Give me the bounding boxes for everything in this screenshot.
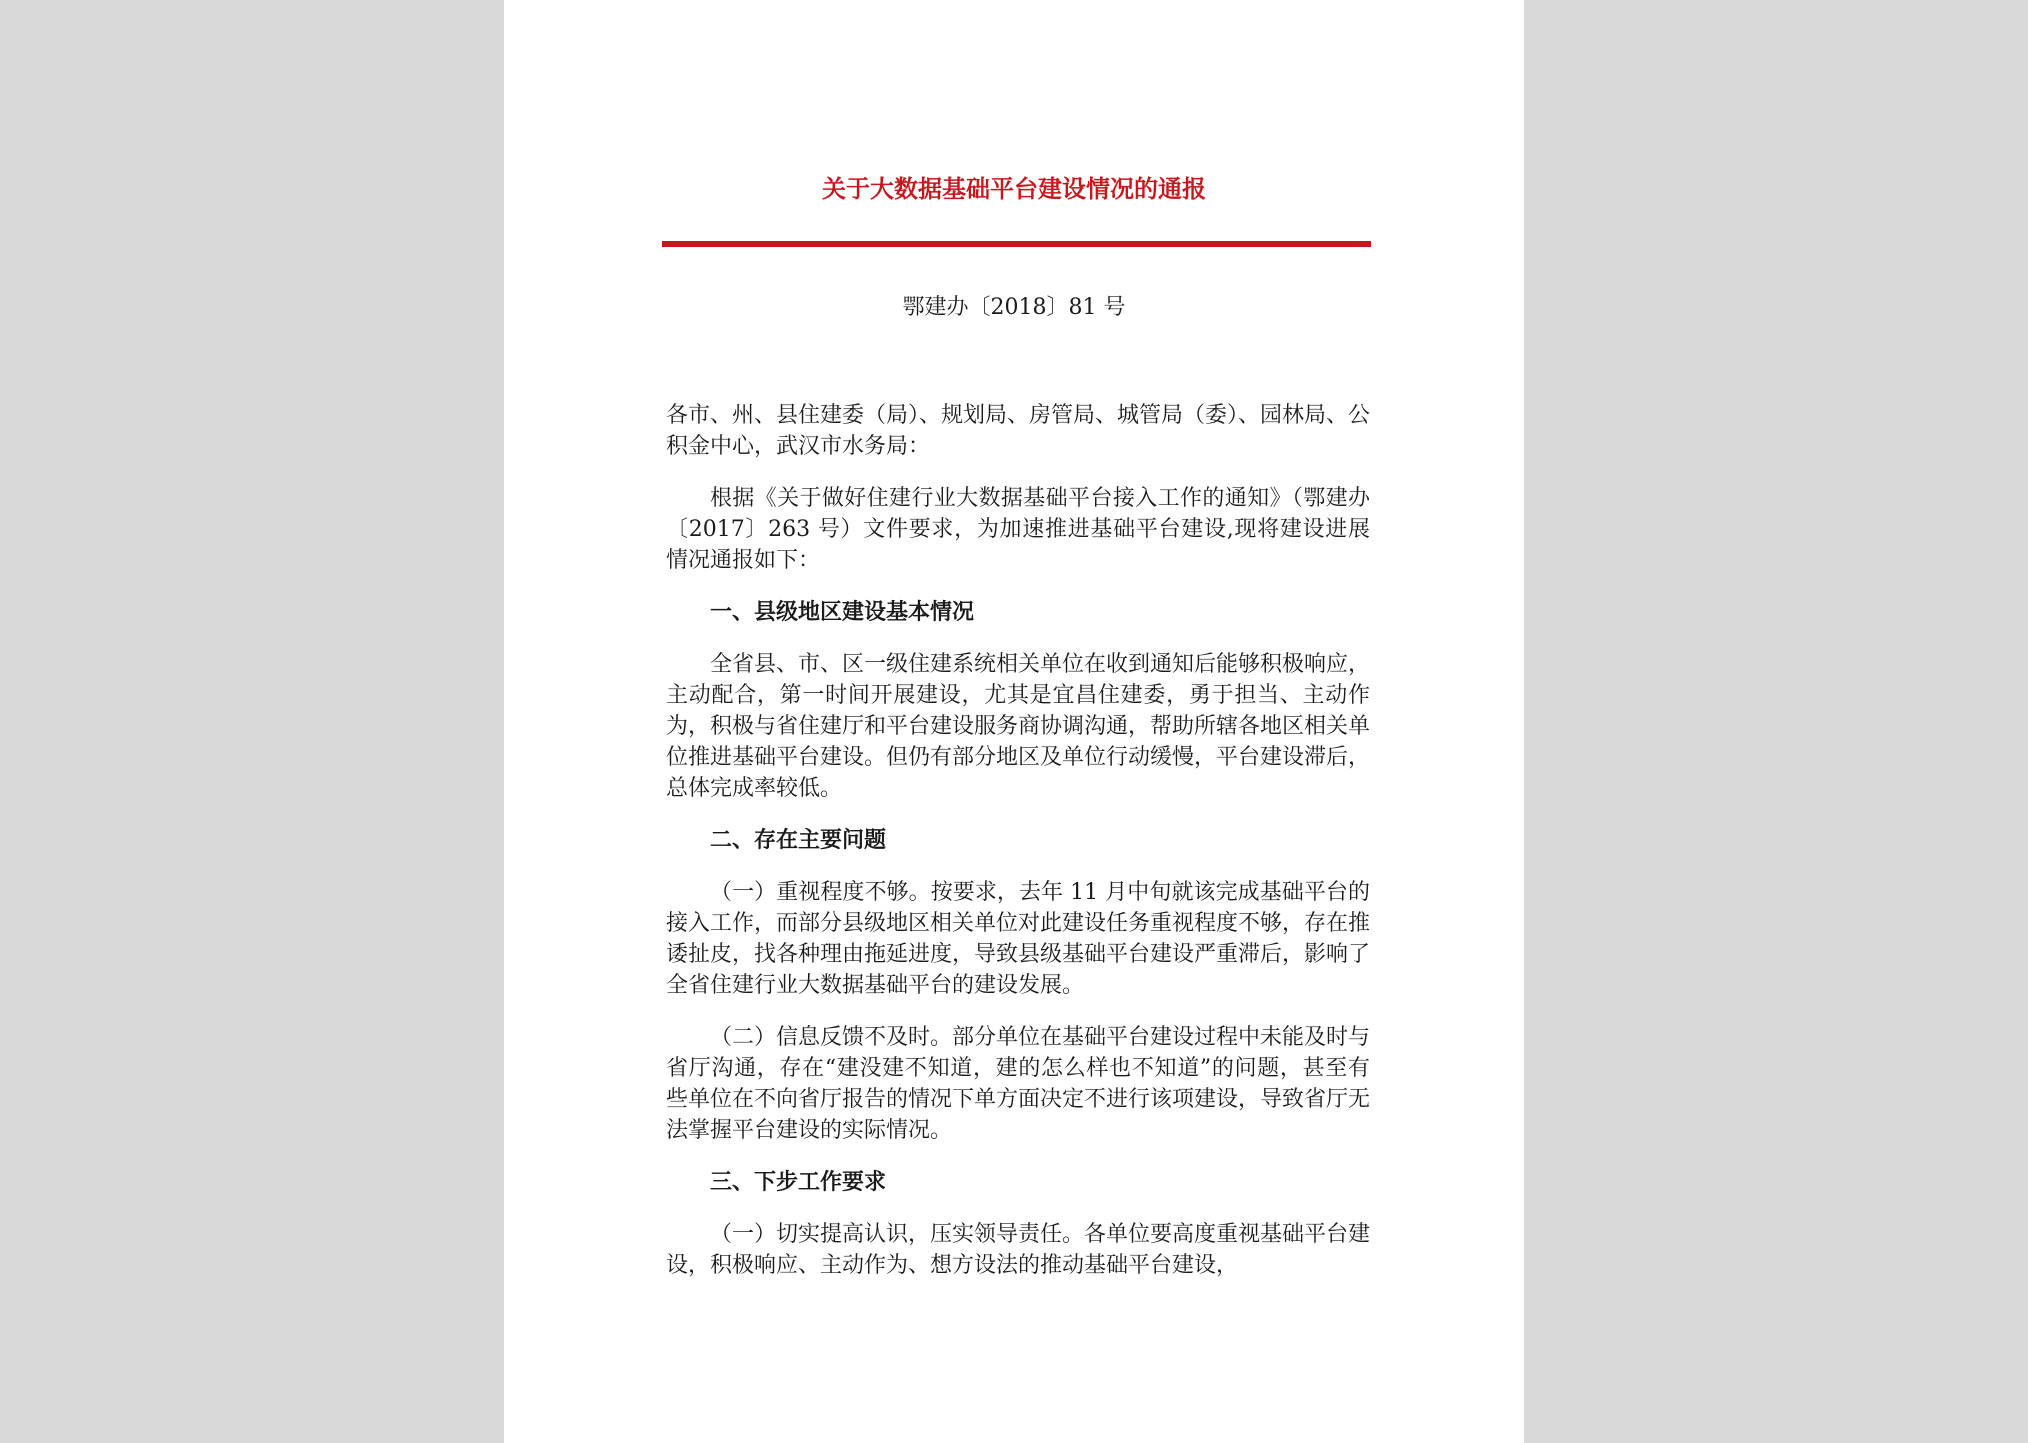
document-page — [504, 0, 1524, 1443]
section-2-paragraph-1: （一）重视程度不够。按要求，去年 11 月中旬就该完成基础平台的接入工作，而部分县级地区相关单位对此建设任务重视程度不够，存在推诿扯皮，找各种理由拖延进度，导致县级基础平台建设严重滞后，影响了全省住建行业大数据基础平台的建设发展。 — [666, 880, 1371, 998]
section-1-paragraph: 全省县、市、区一级住建系统相关单位在收到通知后能够积极响应，主动配合，第一时间开展建设，尤其是宜昌住建委，勇于担当、主动作为，积极与省住建厅和平台建设服务商协调沟通，帮助所辖各地区相关单位推进基础平台建设。但仍有部分地区及单位行动缓慢，平台建设滞后，总体完成率较低。 — [666, 652, 1371, 801]
intro-paragraph: 根据《关于做好住建行业大数据基础平台接入工作的通知》（鄂建办〔2017〕263 号）文件要求，为加速推进基础平台建设,现将建设进展情况通报如下： — [666, 486, 1370, 573]
section-heading-3: 三、下步工作要求 — [710, 1170, 887, 1195]
salutation: 各市、州、县住建委（局）、规划局、房管局、城管局（委）、园林局、公积金中心，武汉市水务局： — [666, 403, 1371, 459]
document-number: 鄂建办〔2018〕81 号 — [902, 295, 1126, 320]
section-heading-1: 一、县级地区建设基本情况 — [710, 600, 975, 625]
section-2-paragraph-2: （二）信息反馈不及时。部分单位在基础平台建设过程中未能及时与省厅沟通，存在“建没建不知道，建的怎么样也不知道”的问题，甚至有些单位在不向省厅报告的情况下单方面决定不进行该项建设，导致省厅无法掌握平台建设的实际情况。 — [666, 1025, 1371, 1143]
section-3-paragraph-1: （一）切实提高认识，压实领导责任。各单位要高度重视基础平台建设，积极响应、主动作为、想方设法的推动基础平台建设， — [666, 1222, 1371, 1278]
document-body — [666, 400, 1370, 1302]
section-heading-2: 二、存在主要问题 — [710, 828, 887, 853]
document-title: 关于大数据基础平台建设情况的通报 — [822, 175, 1206, 203]
red-header-rule — [662, 241, 1371, 247]
